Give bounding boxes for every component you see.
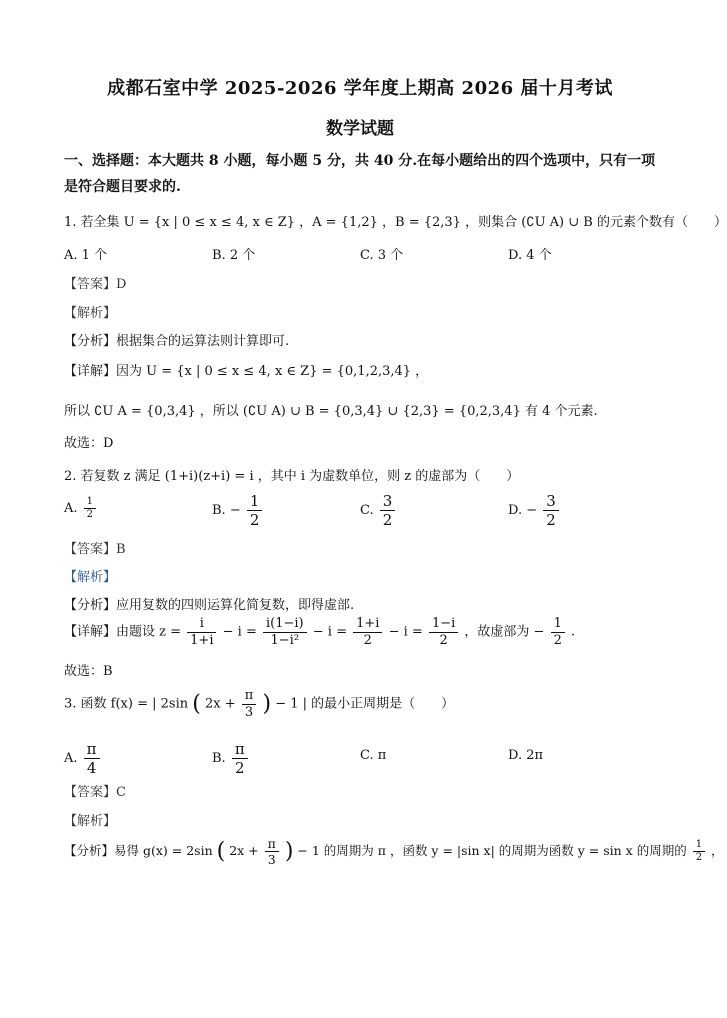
q3-analysis-fraction [265,836,279,867]
q2-detail-minus-3: − i = [388,624,423,640]
q3-stem-suffix: − 1 | 的最小正周期是（ ） [275,696,455,712]
section-heading-line2: 是符合题目要求的. [64,179,181,195]
q3-stem-frac-num: π [242,688,257,705]
q1-detail-2: 所以 ∁U A = {0,3,4} ，所以 (∁U A) ∪ B = {0,3,4} ∪ {2,3} = {0,2,3,4} 有 4 个元素. [64,404,598,419]
q1-detail-1: 【详解】因为 U = {x | 0 ≤ x ≤ 4, x ∈ Z} = {0,1,2,3,4} ， [64,364,429,379]
q2-option-d-num: 3 [543,492,559,511]
q2-detail-frac-1-num: i [187,616,216,633]
q2-option-a-fraction [84,496,96,521]
q3-stem-fraction [242,688,257,720]
q2-option-c-den: 2 [382,511,393,529]
q1-option-a: A. 1 个 [64,248,108,263]
q3-option-a-fraction [84,740,100,777]
q3-option-c-label: C. [360,748,374,763]
q2-option-b-sign: − [229,503,241,518]
q2-detail-frac-2-num: i(1−i) [263,616,307,633]
q2-option-a [64,496,98,521]
q2-option-c-label: C. [360,503,374,518]
q3-analysis-end-num: 1 [693,839,705,852]
q3-analysis-close-paren: ) [284,839,294,864]
q2-detail-frac-4-num: 1−i [429,616,458,633]
q2-detail [64,616,575,648]
q3-analysis-inner: 2x + [229,843,259,858]
page-subtitle: 数学试题 [326,119,394,139]
q2-option-a-label: A. [64,501,78,516]
q3-stem [64,688,454,720]
section-heading-line1: 一、选择题：本大题共 8 小题，每小题 5 分，共 40 分.在每小题给出的四个选项中，只有一项 [64,153,656,169]
q2-analysis: 【分析】应用复数的四则运算化简复数，即得虚部. [64,598,355,613]
q1-analysis-tag: 【解析】 [64,306,117,321]
q2-detail-frac-5-den: 2 [553,632,562,648]
q3-option-c-text: π [377,748,387,763]
q3-option-b-num: π [232,740,248,759]
q3-stem-close-paren: ) [262,691,272,717]
q2-detail-frac-1-den: 1+i [190,632,214,648]
q2-detail-frac-5 [551,616,565,648]
q2-detail-frac-4-den: 2 [439,632,448,648]
q2-option-d-den: 2 [546,511,556,529]
q3-option-c [360,748,386,763]
q1-conclusion: 故选：D [64,436,114,451]
q2-option-a-num: 1 [84,496,96,509]
q2-conclusion: 故选：B [64,664,113,679]
q1-option-c: C. 3 个 [360,248,404,263]
q2-option-d [508,492,561,529]
q2-detail-frac-3-den: 2 [363,632,372,648]
q3-option-a-den: 4 [86,759,97,777]
q3-option-a-num: π [84,740,100,759]
q2-option-b [212,492,264,529]
q2-stem: 2. 若复数 z 满足 (1+i)(z+i) = i ，其中 i 为虚数单位，则 z 的虚部为（ ） [64,469,520,484]
q3-stem-frac-den: 3 [244,704,254,720]
q2-option-c-fraction [380,492,396,529]
q3-stem-prefix: 3. 函数 f(x) = | 2sin [64,696,189,712]
q2-detail-frac-3 [353,616,382,648]
q3-analysis-tail: ， [711,843,724,858]
q3-option-b [212,740,250,777]
q1-option-b: B. 2 个 [212,248,256,263]
q2-detail-frac-3-num: 1+i [353,616,382,633]
q3-answer: 【答案】C [64,785,126,800]
q2-detail-frac-4 [429,616,458,648]
q3-stem-inner: 2x + [204,696,236,712]
q3-option-d-text: 2π [526,748,544,763]
q2-detail-frac-2-den: 1−i² [270,632,300,648]
q2-detail-prefix: 【详解】由题设 z = [64,624,182,640]
q3-analysis-prefix: 【分析】易得 g(x) = 2sin [64,843,213,858]
q3-option-a-label: A. [64,751,78,766]
q3-option-a [64,740,102,777]
q2-option-d-label: D. [508,503,523,518]
q2-option-b-den: 2 [249,511,260,529]
q3-analysis [64,836,724,867]
q1-answer: 【答案】D [64,277,127,292]
q1-analysis: 【分析】根据集合的运算法则计算即可. [64,334,290,349]
q2-option-b-num: 1 [247,492,263,511]
q3-analysis-open-paren: ( [216,839,226,864]
q2-detail-frac-2 [263,616,307,648]
q2-option-b-fraction [247,492,263,529]
q3-option-b-fraction [232,740,248,777]
q3-stem-open-paren: ( [192,691,201,717]
q3-analysis-end-den: 2 [695,852,703,863]
q2-option-b-label: B. [212,503,226,518]
q2-detail-minus-1: − i = [222,624,257,640]
q2-answer: 【答案】B [64,542,126,557]
q2-option-c [360,492,397,529]
q2-option-a-den: 2 [86,509,94,520]
q2-detail-frac-1 [187,616,216,648]
q3-option-d-label: D. [508,748,523,763]
q2-option-d-sign: − [526,503,538,518]
q1-stem: 1. 若全集 U = {x | 0 ≤ x ≤ 4, x ∈ Z} ，A = {1,2} ，B = {2,3} ，则集合 (∁U A) ∪ B 的元素个数有（ ） [64,215,727,230]
q3-analysis-frac-num: π [265,836,279,852]
q2-detail-minus-2: − i = [312,624,347,640]
q3-analysis-frac-den: 3 [267,852,276,867]
q1-option-d: D. 4 个 [508,248,552,263]
q2-detail-frac-5-num: 1 [551,616,565,633]
q3-analysis-end-fraction [693,839,705,864]
q3-analysis-mid: − 1 的周期为 π ，函数 y = |sin x| 的周期为函数 y = sin x 的周期的 [297,843,687,858]
q2-option-d-fraction [543,492,559,529]
q3-analysis-tag: 【解析】 [64,814,117,829]
q3-option-b-label: B. [212,751,226,766]
page-title: 成都石室中学 2025-2026 学年度上期高 2026 届十月考试 [107,78,613,99]
q2-detail-suffix: ，故虚部为 − [464,624,545,640]
q3-option-d [508,748,543,763]
q2-analysis-tag: 【解析】 [64,570,117,585]
q2-option-c-num: 3 [380,492,396,511]
q2-detail-end: . [571,624,576,640]
q3-option-b-den: 2 [234,759,245,777]
